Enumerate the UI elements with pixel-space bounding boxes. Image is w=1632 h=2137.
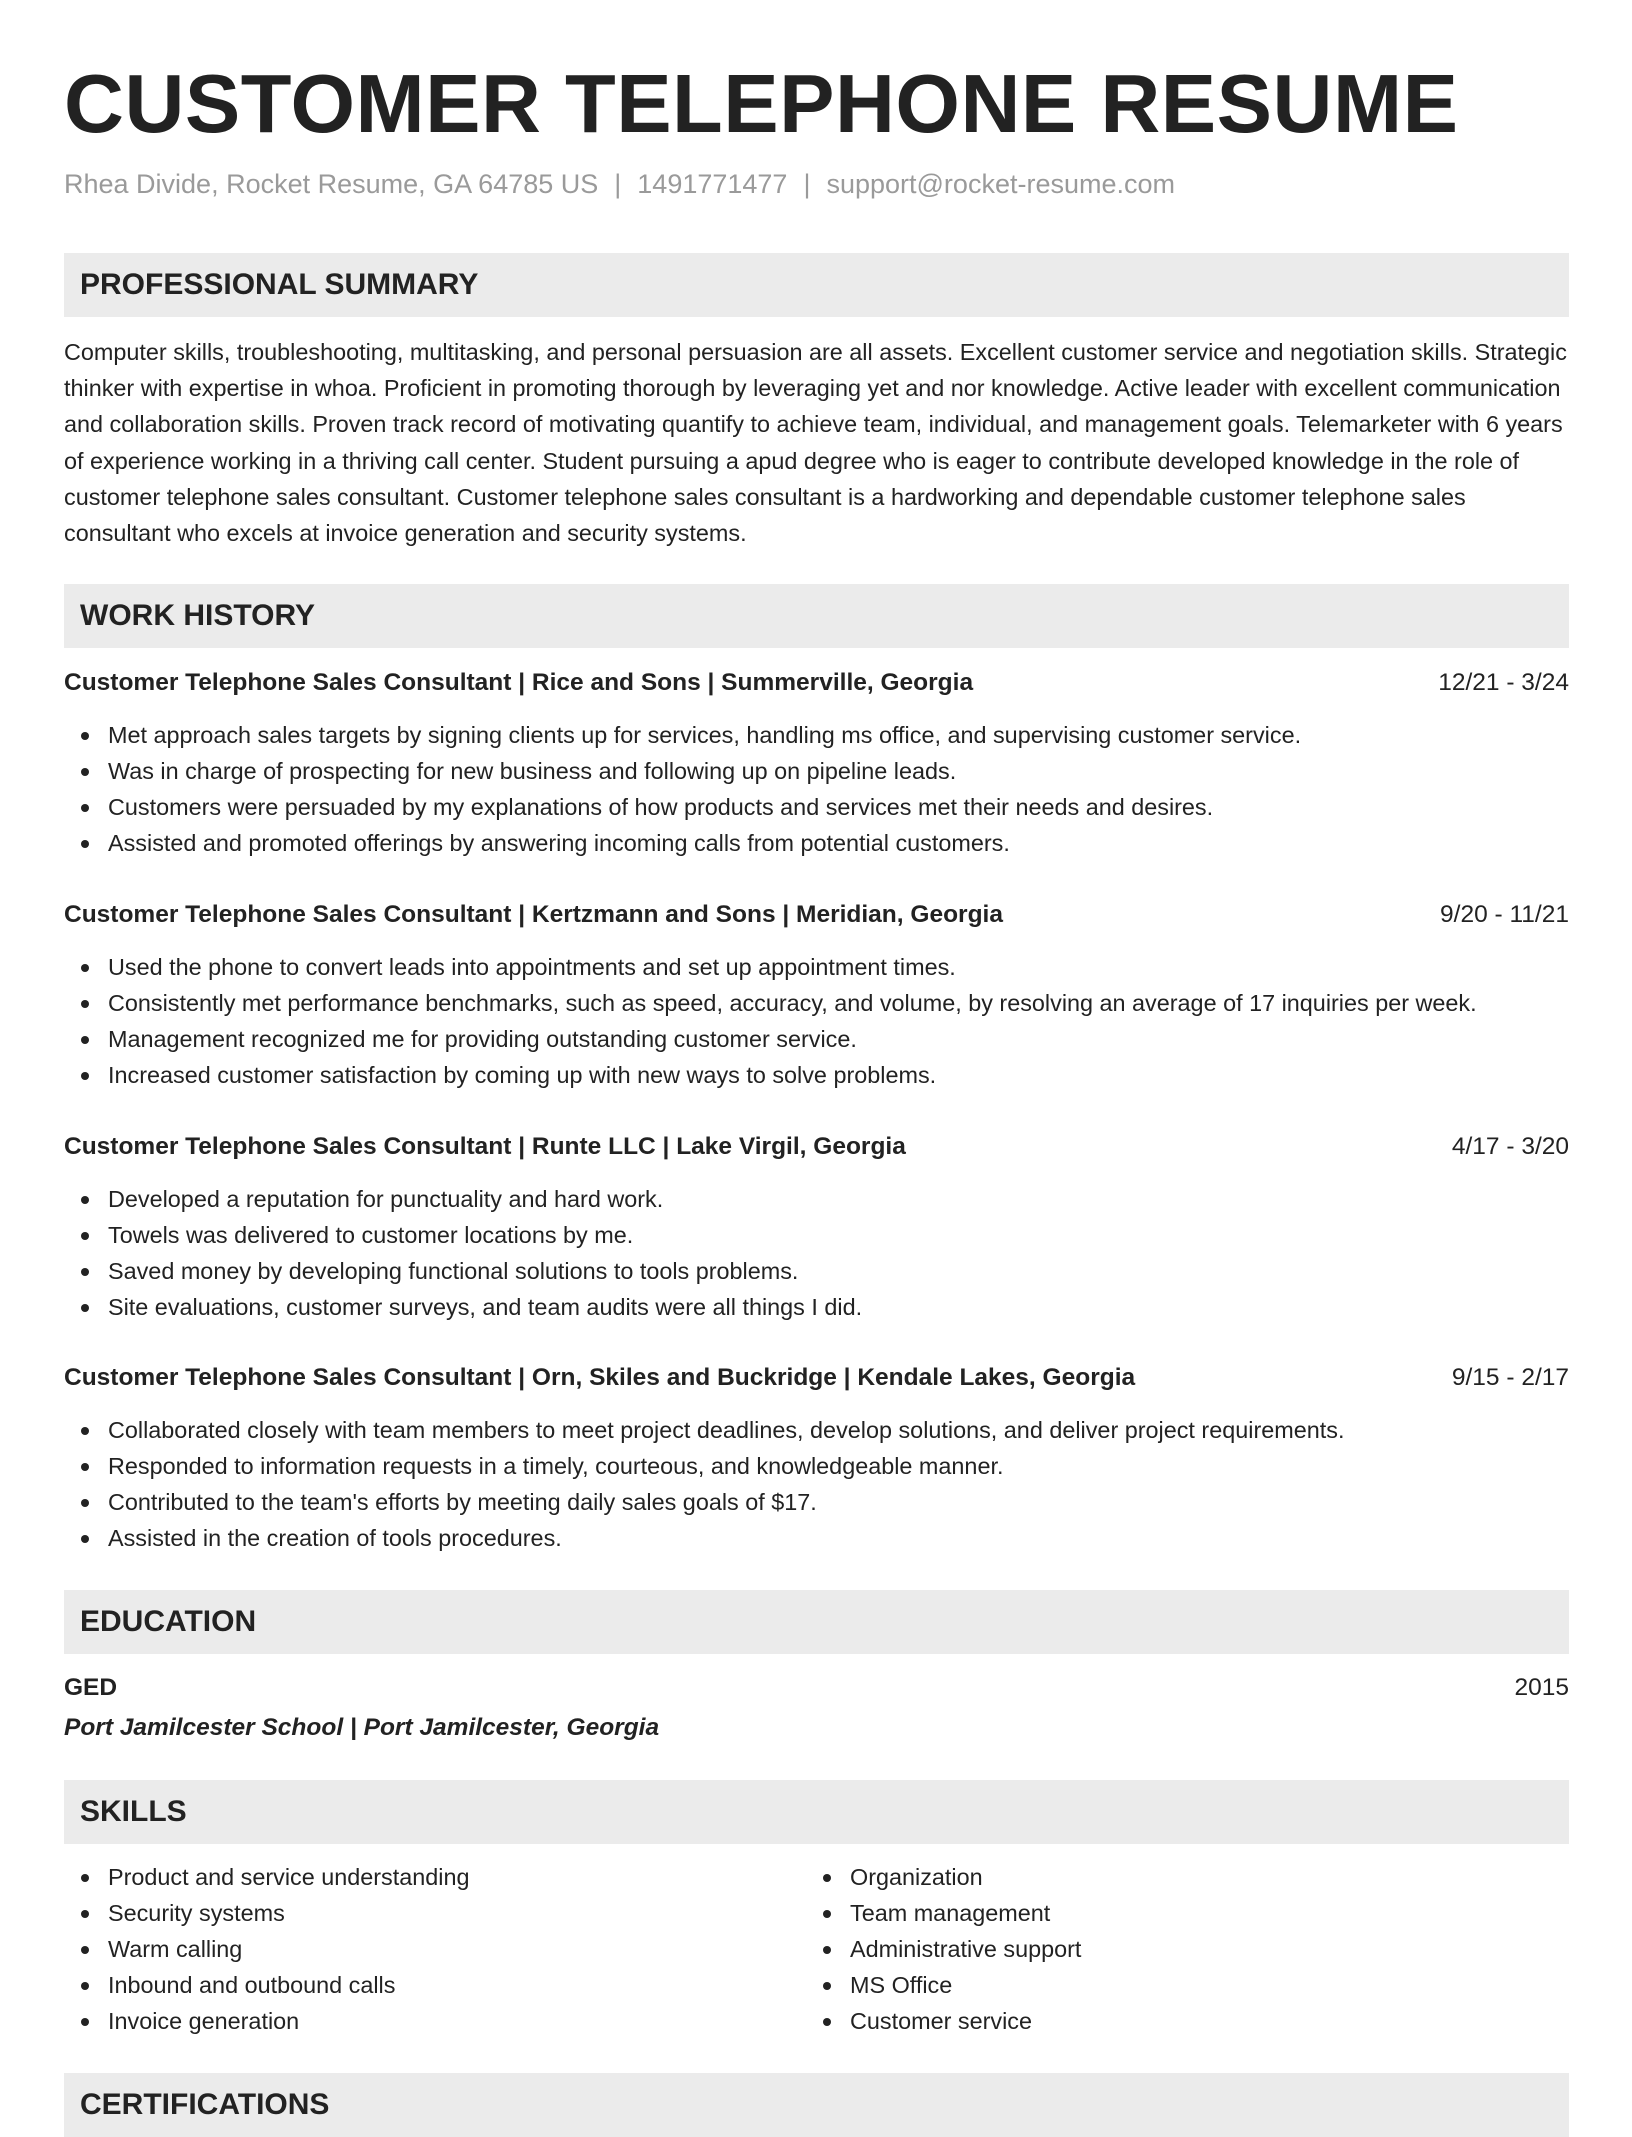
job-bullets [64, 1181, 1569, 1325]
skill-item: Invoice generation [64, 2003, 469, 2039]
job-bullets [64, 1412, 1569, 1556]
list-item: Developed a reputation for punctuality and hard work. [64, 1181, 1569, 1217]
section-heading: SKILLS [80, 1795, 187, 1828]
job-title: Customer Telephone Sales Consultant | Kertzmann and Sons | Meridian, Georgia [64, 901, 1003, 928]
contact-line [64, 166, 1175, 202]
job-dates: 4/17 - 3/20 [1451, 1133, 1569, 1160]
contact-address: Rhea Divide, Rocket Resume, GA 64785 US [64, 169, 599, 199]
job-dates: 9/15 - 2/17 [1451, 1364, 1569, 1391]
section-education [64, 1590, 1569, 1654]
list-item: Responded to information requests in a timely, courteous, and knowledgeable manner. [64, 1448, 1569, 1484]
skill-item: Organization [806, 1859, 1081, 1895]
job-dates: 12/21 - 3/24 [1438, 669, 1569, 696]
summary-text: Computer skills, troubleshooting, multitasking, and personal persuasion are all assets. Excellent customer service and negotiation skills. Strategic thinker with expertise in whoa. Proficient in promoting thorough by leveraging yet and nor knowledge. Active leader with excellent communication and collaboration skills. Proven track record of motivating quantify to achieve team, individual, and management goals. Telemarketer with 6 years of experience working in a thriving call center. Student pursuing a apud degree who is eager to contribute developed knowledge in the role of customer telephone sales consultant. Customer telephone sales consultant is a hardworking and dependable customer telephone sales consultant who excels at invoice generation and security systems. [64, 339, 1567, 547]
list-item: Site evaluations, customer surveys, and team audits were all things I did. [64, 1289, 1569, 1325]
section-heading: EDUCATION [80, 1605, 257, 1638]
list-item: Contributed to the team's efforts by meeting daily sales goals of $17. [64, 1484, 1569, 1520]
section-heading: WORK HISTORY [80, 599, 316, 632]
job-title: Customer Telephone Sales Consultant | Orn, Skiles and Buckridge | Kendale Lakes, Georgia [64, 1364, 1136, 1391]
list-item: Was in charge of prospecting for new business and following up on pipeline leads. [64, 753, 1569, 789]
section-work-history [64, 584, 1569, 648]
job-entry [64, 1129, 1569, 1325]
contact-phone: 1491771477 [637, 169, 788, 199]
job-title: Customer Telephone Sales Consultant | Rice and Sons | Summerville, Georgia [64, 669, 974, 696]
skill-item: Security systems [64, 1895, 469, 1931]
list-item: Increased customer satisfaction by coming up with new ways to solve problems. [64, 1057, 1569, 1093]
section-professional-summary [64, 253, 1569, 317]
education-year: 2015 [1514, 1674, 1569, 1701]
contact-separator: | [614, 169, 622, 199]
list-item: Met approach sales targets by signing clients up for services, handling ms office, and supervising customer service. [64, 717, 1569, 753]
job-entry [64, 665, 1569, 861]
skills-column-1 [64, 1859, 469, 2039]
skill-item: Warm calling [64, 1931, 469, 1967]
list-item: Assisted and promoted offerings by answering incoming calls from potential customers. [64, 825, 1569, 861]
job-dates: 9/20 - 11/21 [1440, 901, 1569, 928]
list-item: Towels was delivered to customer locations by me. [64, 1217, 1569, 1253]
job-bullets [64, 717, 1569, 861]
job-entry [64, 1360, 1569, 1556]
skill-item: Customer service [806, 2003, 1081, 2039]
contact-separator: | [803, 169, 811, 199]
education-school: Port Jamilcester School | Port Jamilcester, Georgia [64, 1714, 660, 1741]
skill-item: MS Office [806, 1967, 1081, 2003]
list-item: Customers were persuaded by my explanations of how products and services met their needs and desires. [64, 789, 1569, 825]
skill-item: Product and service understanding [64, 1859, 469, 1895]
resume-title: CUSTOMER TELEPHONE RESUME [64, 57, 1459, 150]
job-bullets [64, 949, 1569, 1093]
education-degree: GED [64, 1674, 118, 1701]
list-item: Consistently met performance benchmarks, such as speed, accuracy, and volume, by resolving an average of 17 inquiries per week. [64, 985, 1569, 1021]
skill-item: Administrative support [806, 1931, 1081, 1967]
section-skills [64, 1780, 1569, 1844]
contact-email: support@rocket-resume.com [826, 169, 1175, 199]
section-certifications [64, 2073, 1569, 2137]
section-heading: PROFESSIONAL SUMMARY [80, 268, 479, 301]
list-item: Management recognized me for providing outstanding customer service. [64, 1021, 1569, 1057]
list-item: Assisted in the creation of tools procedures. [64, 1520, 1569, 1556]
job-title: Customer Telephone Sales Consultant | Runte LLC | Lake Virgil, Georgia [64, 1133, 906, 1160]
skills-column-2 [806, 1859, 1081, 2039]
list-item: Saved money by developing functional solutions to tools problems. [64, 1253, 1569, 1289]
skill-item: Team management [806, 1895, 1081, 1931]
skill-item: Inbound and outbound calls [64, 1967, 469, 2003]
job-entry [64, 897, 1569, 1093]
list-item: Collaborated closely with team members to meet project deadlines, develop solutions, and deliver project requirements. [64, 1412, 1569, 1448]
section-heading: CERTIFICATIONS [80, 2088, 330, 2121]
list-item: Used the phone to convert leads into appointments and set up appointment times. [64, 949, 1569, 985]
